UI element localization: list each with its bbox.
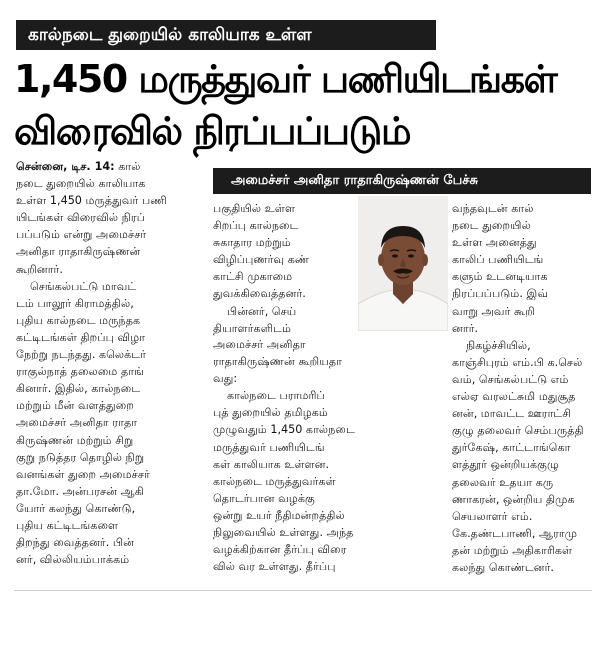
column-2-line: கள் காலியாக உள்ளன. [213, 457, 330, 471]
column-1-line: நேற்று நடந்தது. கலெக்டர் [16, 348, 147, 362]
column-2-line: முழுவதும் 1,450 கால்நடை [213, 423, 355, 437]
column-3-line: நடை துறையில் [452, 219, 531, 233]
column-2-line: விழிப்புணர்வு கண் [213, 253, 310, 267]
column-2-line: வழக்கிற்கான தீர்ப்பு விரை [213, 543, 347, 557]
column-3-line: எல்ஏ வரலட்சுமி மதுசூத [452, 390, 576, 404]
subhead-banner: அமைச்சர் அனிதா ராதாகிருஷ்ணன் பேச்சு [213, 168, 591, 194]
column-2-line: துவக்கிவைத்தனர். [213, 287, 306, 301]
portrait-illustration [358, 196, 448, 331]
column-3-line: வாறு அவர் கூறி [452, 304, 535, 318]
column-2-line: அமைச்சர் அனிதா [213, 338, 306, 351]
column-3-line: களும் உடனடியாக [452, 270, 548, 284]
column-3-line: நிரப்பப்படும். இவ் [452, 287, 549, 301]
column-3-line: துர்கேஷ், காட்டாங்கொ [452, 441, 571, 455]
minister-photo [358, 196, 448, 331]
column-2-line: நிலுவையில் உள்ளது. அந்த [213, 526, 354, 540]
column-2-line: சுகாதார மற்றும் [213, 236, 291, 250]
column-1-line: மற்றும் மீன் வளத்துறை [16, 399, 134, 413]
column-2-line: கால்நடை பராமரிப் [227, 389, 325, 403]
column-2-line: சிறப்பு கால்நடை [213, 219, 299, 233]
column-1-line: செங்கல்பட்டு மாவட் [30, 279, 137, 293]
bottom-rule [14, 590, 592, 591]
column-3-line: னார். [452, 321, 479, 335]
column-3-line: கலந்து கொண்டனர். [452, 560, 554, 574]
column-1-line: டம் பாலூர் கிராமத்தில், [16, 296, 134, 310]
column-3-line: னன், மாவட்ட ஊராட்சி [452, 407, 572, 421]
column-2-line: தியாளர்களிடம் [213, 321, 291, 335]
column-3-line: வந்தவுடன் கால் [452, 202, 534, 215]
column-2-line: பின்னர், செய் [227, 304, 297, 318]
dateline: சென்னை, டிச. 14: [16, 160, 115, 173]
column-3-line: நிகழ்ச்சியில், [466, 338, 531, 352]
column-2-line: கால்நடை மருத்துவர்கள் [213, 474, 336, 488]
headline-line-1: 1,450 மருத்துவர் பணியிடங்கள் [14, 57, 557, 101]
column-3-line: குழு தலைவர் செம்பருத்தி [452, 424, 584, 438]
column-1-line: னர், வில்லியம்பாக்கம் [16, 553, 130, 567]
kicker-banner: கால்நடை துறையில் காலியாக உள்ள [16, 20, 436, 50]
article-column-2 [213, 200, 356, 337]
column-1-line: குறு நடுத்தர தொழில் நிறு [16, 450, 145, 464]
column-1-line: உள்ள 1,450 மருத்துவர் பணி [16, 194, 167, 208]
column-1-line: தா.மோ. அன்பரசன் ஆகி [16, 484, 144, 498]
column-2-line: ஒன்று உயர் நீதிமன்றத்தில் [213, 508, 345, 522]
column-3-line: ளத்தூர் ஒன்றியக்குழு [452, 458, 559, 472]
column-2-line: மருத்துவர் பணியிடங் [213, 440, 325, 454]
column-2-line: வது: [213, 372, 238, 386]
column-1-line: கிருஷ்ணன் மற்றும் சிறு [16, 433, 134, 447]
column-3-line: செயலாளர் எம். [452, 509, 533, 523]
column-1-line: வனங்கள் துறை அமைச்சர் [16, 467, 150, 481]
column-1-line: கட்டிடங்கள் திறப்பு விழா [16, 330, 146, 344]
column-1-line: அமைச்சர் அனிதா ராதா [16, 416, 138, 430]
article-column-3 [452, 200, 592, 576]
column-1-line: புதிய கட்டிடங்களை [16, 518, 119, 532]
column-2-line: புத் துறையில் தமிழகம் [213, 406, 328, 420]
column-1-line-0 [16, 158, 204, 175]
column-2-line: பகுதியில் உள்ள [213, 202, 296, 215]
column-1-line: அனிதா ராதாகிருஷ்ணன் [16, 245, 141, 259]
column-1-line: புதிய கால்நடை மருந்தக [16, 313, 141, 327]
column-1-line: கூறினார். [16, 262, 63, 276]
column-1-line: கினார். இதில், கால்நடை [16, 382, 141, 396]
column-1-line: ராகுல்நாத் தலைமை தாங் [16, 365, 144, 379]
column-2-line: காட்சி முகாமை [213, 270, 293, 284]
column-3-line: காஞ்சிபுரம் எம்.பி க.செல் [452, 355, 583, 369]
column-2-line: ராதாகிருஷ்ணன் கூறியதா [213, 355, 343, 369]
column-1-line: யோர் கலந்து கொண்டு, [16, 501, 136, 515]
column-3-line: கே.தண்டபாணி, ஆராமு [452, 526, 578, 540]
column-1-line: நடை துறையில் காலியாக [16, 177, 146, 191]
article-column-2-continued [213, 336, 443, 575]
column-3-line: காலிப் பணியிடங் [452, 253, 544, 267]
column-2-line: தொடர்பான வழக்கு [213, 491, 315, 505]
column-3-line: தலைவர் உதயா கரு [452, 475, 554, 489]
article-column-1 [16, 158, 204, 568]
column-3-line: ணாகரன், ஒன்றிய திமுக [452, 492, 575, 506]
column-1-first-tail: கால் [118, 160, 141, 173]
column-2-line: வில் வர உள்ளது. தீர்ப்பு [213, 560, 336, 574]
column-3-line: உள்ள அனைத்து [452, 236, 537, 250]
column-3-line: தன் மற்றும் அதிகாரிகள் [452, 543, 573, 557]
column-1-line: திறந்து வைத்தனர். பின் [16, 536, 134, 550]
column-1-line: பப்படும் என்று அமைச்சர் [16, 228, 147, 242]
headline-line-2: விரைவில் நிரப்பப்படும் [14, 109, 411, 153]
column-3-line: வம், செங்கல்பட்டு எம் [452, 372, 569, 386]
column-1-line: யிடங்கள் விரைவில் நிரப் [16, 211, 146, 225]
